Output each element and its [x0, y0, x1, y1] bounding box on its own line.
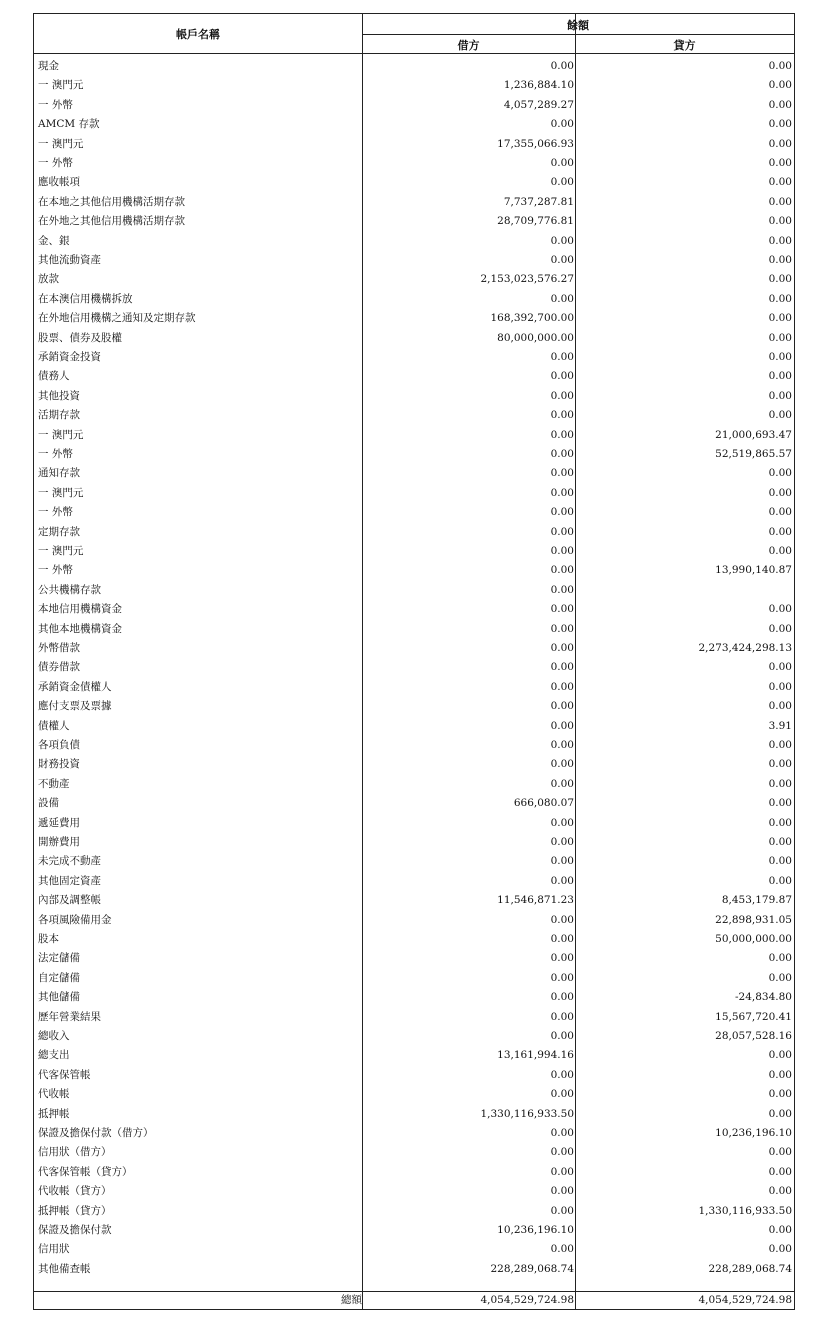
debit-cell: 0.00	[550, 1243, 574, 1256]
credit-cell: 0.00	[768, 312, 792, 325]
credit-cell: 0.00	[768, 273, 792, 286]
credit-cell: 13,990,140.87	[715, 564, 792, 577]
table-row	[34, 484, 794, 503]
credit-cell: 0.00	[768, 98, 792, 111]
credit-cell: 0.00	[768, 1146, 792, 1159]
credit-cell: -24,834.80	[735, 991, 792, 1004]
debit-cell: 10,236,196.10	[497, 1224, 574, 1236]
debit-cell: 17,355,066.93	[497, 137, 574, 150]
credit-cell: 0.00	[768, 971, 792, 984]
table-row	[34, 736, 794, 755]
account-name-cell: 通知存款	[38, 467, 80, 480]
table-row	[34, 872, 794, 891]
credit-cell: 0.00	[768, 79, 792, 92]
debit-cell: 13,161,994.16	[497, 1049, 574, 1062]
debit-cell: 0.00	[550, 1146, 574, 1159]
table-row	[34, 1124, 794, 1143]
account-name-cell: 其他流動資產	[38, 254, 101, 266]
credit-cell: 0.00	[768, 292, 792, 305]
account-name-cell: 債務人	[38, 370, 70, 383]
debit-cell: 0.00	[550, 603, 574, 616]
total-debit: 4,054,529,724.98	[480, 1294, 574, 1306]
table-row	[34, 290, 794, 309]
account-name-cell: 其他固定資產	[38, 874, 101, 887]
credit-cell: 0.00	[768, 622, 792, 635]
credit-cell: 0.00	[768, 331, 792, 344]
credit-cell: 0.00	[768, 739, 792, 751]
table-row	[34, 814, 794, 833]
debit-cell: 0.00	[550, 234, 574, 247]
credit-cell: 0.00	[768, 60, 792, 72]
credit-cell: 2,273,424,298.13	[698, 642, 792, 654]
total-row	[34, 1291, 794, 1310]
account-name-cell: 信用狀	[38, 1243, 70, 1256]
account-name-cell: 承銷資金投資	[38, 351, 101, 363]
account-name-cell: 承銷資金債權人	[38, 680, 112, 693]
account-name-cell: 一 澳門元	[38, 545, 84, 557]
table-row	[34, 1085, 794, 1104]
debit-cell: 0.00	[550, 157, 574, 169]
table-row	[34, 1260, 794, 1279]
debit-cell: 0.00	[550, 642, 574, 654]
debit-cell: 0.00	[550, 525, 574, 538]
table-row	[34, 561, 794, 580]
account-name-cell: 一 外幣	[38, 98, 73, 111]
table-row	[34, 309, 794, 328]
account-name-cell: 金、銀	[38, 234, 70, 247]
credit-cell: 0.00	[768, 137, 792, 150]
debit-cell: 0.00	[550, 1010, 574, 1023]
table-row	[34, 620, 794, 639]
debit-cell: 0.00	[550, 545, 574, 557]
credit-cell: 0.00	[768, 506, 792, 519]
debit-cell: 0.00	[550, 622, 574, 635]
account-name-cell: 總支出	[38, 1049, 70, 1062]
account-name-cell: 歷年營業結果	[38, 1010, 101, 1023]
account-name-cell: 外幣借款	[38, 642, 80, 654]
debit-cell: 0.00	[550, 971, 574, 984]
credit-cell: 0.00	[768, 370, 792, 383]
credit-cell: 0.00	[768, 1049, 792, 1062]
account-name-cell: 信用狀（借方）	[38, 1146, 112, 1159]
table-row	[34, 988, 794, 1007]
credit-cell: 0.00	[768, 700, 792, 713]
table-row	[34, 1046, 794, 1065]
account-name-cell: 代收帳（貸方）	[38, 1185, 112, 1198]
table-row	[34, 852, 794, 871]
account-name-cell: 財務投資	[38, 758, 80, 771]
account-name-cell: 在外地之其他信用機構活期存款	[38, 215, 185, 228]
account-name-cell: AMCM 存款	[38, 118, 100, 131]
credit-cell: 0.00	[768, 545, 792, 557]
table-row	[34, 251, 794, 270]
credit-cell: 0.00	[768, 1107, 792, 1120]
credit-cell: 0.00	[768, 234, 792, 247]
credit-cell: 0.00	[768, 952, 792, 965]
debit-cell: 0.00	[550, 118, 574, 131]
debit-cell: 0.00	[550, 292, 574, 305]
table-row	[34, 426, 794, 445]
account-name-cell: 設備	[38, 797, 59, 810]
table-row	[34, 1105, 794, 1124]
account-name-cell: 在外地信用機構之通知及定期存款	[38, 312, 196, 325]
credit-cell: 0.00	[768, 525, 792, 538]
credit-cell: 0.00	[768, 758, 792, 771]
debit-cell: 0.00	[550, 370, 574, 383]
debit-cell: 0.00	[550, 991, 574, 1004]
table-row	[34, 697, 794, 716]
debit-cell: 0.00	[550, 700, 574, 713]
table-row	[34, 1221, 794, 1240]
debit-cell: 0.00	[550, 680, 574, 693]
account-name-cell: 一 澳門元	[38, 486, 84, 499]
table-row	[34, 232, 794, 251]
table-row	[34, 891, 794, 910]
debit-cell: 0.00	[550, 1030, 574, 1042]
debit-cell: 0.00	[550, 486, 574, 499]
debit-cell: 0.00	[550, 836, 574, 848]
debit-cell: 0.00	[550, 1165, 574, 1178]
credit-cell: 3.91	[768, 719, 792, 732]
credit-cell: 52,519,865.57	[715, 448, 792, 460]
credit-cell: 0.00	[768, 254, 792, 266]
table-row	[34, 1182, 794, 1201]
table-row	[34, 600, 794, 619]
account-name-cell: 一 外幣	[38, 448, 73, 460]
credit-cell: 0.00	[768, 1088, 792, 1101]
account-name-cell: 開辦費用	[38, 836, 80, 848]
table-row	[34, 57, 794, 76]
account-name-cell: 抵押帳（貸方）	[38, 1204, 112, 1217]
debit-cell: 0.00	[550, 448, 574, 460]
credit-cell: 50,000,000.00	[715, 933, 792, 945]
account-name-cell: 其他投資	[38, 389, 80, 402]
credit-cell: 8,453,179.87	[721, 894, 792, 907]
account-name-cell: 股本	[38, 933, 59, 945]
credit-cell: 0.00	[768, 409, 792, 422]
credit-cell: 0.00	[768, 215, 792, 228]
credit-cell: 0.00	[768, 1068, 792, 1081]
table-row	[34, 542, 794, 561]
debit-cell: 0.00	[550, 1127, 574, 1139]
debit-cell: 0.00	[550, 409, 574, 422]
credit-cell: 0.00	[768, 118, 792, 131]
credit-cell: 0.00	[768, 836, 792, 848]
account-name-cell: 在本地之其他信用機構活期存款	[38, 195, 185, 208]
debit-cell: 0.00	[550, 467, 574, 480]
debit-cell: 4,057,289.27	[503, 98, 574, 111]
credit-header: 貸方	[673, 39, 696, 52]
credit-cell: 0.00	[768, 1224, 792, 1236]
credit-cell: 0.00	[768, 1243, 792, 1256]
account-name-cell: 其他儲備	[38, 991, 80, 1004]
debit-cell: 0.00	[550, 351, 574, 363]
account-name-cell: 現金	[38, 60, 59, 72]
account-name-cell: 放款	[38, 273, 59, 286]
table-row	[34, 1066, 794, 1085]
table-row	[34, 658, 794, 677]
account-name-cell: 定期存款	[38, 525, 80, 538]
table-row	[34, 930, 794, 949]
debit-cell: 0.00	[550, 719, 574, 732]
debit-cell: 0.00	[550, 506, 574, 519]
total-label: 總額	[341, 1294, 362, 1306]
debit-cell: 0.00	[550, 739, 574, 751]
credit-cell: 21,000,693.47	[715, 428, 792, 441]
debit-cell: 0.00	[550, 661, 574, 674]
account-name-cell: 活期存款	[38, 409, 80, 422]
table-row	[34, 503, 794, 522]
credit-cell: 0.00	[768, 797, 792, 810]
table-row	[34, 96, 794, 115]
table-row	[34, 794, 794, 813]
table-row	[34, 775, 794, 794]
account-name-cell: 一 外幣	[38, 506, 73, 519]
table-row	[34, 1027, 794, 1046]
account-name-cell: 一 外幣	[38, 564, 73, 577]
debit-cell: 0.00	[550, 816, 574, 829]
table-row	[34, 717, 794, 736]
account-name-cell: 代客保管帳	[38, 1068, 91, 1081]
debit-cell: 0.00	[550, 952, 574, 965]
account-name-cell: 債券借款	[38, 661, 80, 674]
credit-cell: 0.00	[768, 195, 792, 208]
credit-cell: 0.00	[768, 855, 792, 868]
debit-cell: 0.00	[550, 389, 574, 402]
account-name-cell: 本地信用機構資金	[38, 603, 122, 616]
account-name-cell: 應收帳項	[38, 176, 80, 189]
account-name-cell: 一 澳門元	[38, 428, 84, 441]
account-name-cell: 法定儲備	[38, 952, 80, 965]
debit-cell: 0.00	[550, 60, 574, 72]
table-row	[34, 464, 794, 483]
credit-cell: 0.00	[768, 176, 792, 189]
credit-cell: 0.00	[768, 874, 792, 887]
debit-header: 借方	[457, 39, 480, 52]
credit-cell: 15,567,720.41	[715, 1010, 792, 1023]
debit-cell: 0.00	[550, 1185, 574, 1198]
table-row	[34, 329, 794, 348]
credit-cell: 0.00	[768, 661, 792, 674]
debit-cell: 0.00	[550, 913, 574, 926]
debit-cell: 168,392,700.00	[490, 312, 574, 325]
debit-cell: 0.00	[550, 583, 574, 596]
credit-cell: 228,289,068.74	[708, 1262, 792, 1275]
account-name-cell: 內部及調整帳	[38, 894, 101, 907]
debit-cell: 0.00	[550, 758, 574, 771]
table-row	[34, 1163, 794, 1182]
table-row	[34, 639, 794, 658]
account-name-cell: 應付支票及票據	[38, 700, 112, 713]
credit-cell: 0.00	[768, 816, 792, 829]
table-row	[34, 523, 794, 542]
debit-cell: 28,709,776.81	[497, 215, 574, 228]
table-row	[34, 406, 794, 425]
table-row	[34, 1202, 794, 1221]
debit-cell: 666,080.07	[513, 797, 574, 810]
debit-cell: 228,289,068.74	[490, 1262, 574, 1275]
debit-cell: 0.00	[550, 874, 574, 887]
credit-cell: 0.00	[768, 467, 792, 480]
debit-cell: 1,330,116,933.50	[480, 1107, 574, 1120]
table-row	[34, 135, 794, 154]
account-name-cell: 公共機構存款	[38, 583, 101, 596]
debit-cell: 0.00	[550, 855, 574, 868]
account-name-cell: 遞延費用	[38, 816, 80, 829]
debit-cell: 0.00	[550, 428, 574, 441]
credit-cell: 28,057,528.16	[715, 1030, 792, 1042]
table-row	[34, 969, 794, 988]
table-row	[34, 154, 794, 173]
account-name-cell: 股票、債券及股權	[38, 331, 122, 344]
account-name-cell: 代收帳	[38, 1088, 70, 1101]
debit-cell: 0.00	[550, 254, 574, 266]
credit-cell: 22,898,931.05	[715, 913, 792, 926]
account-name-cell: 自定儲備	[38, 971, 80, 984]
table-row	[34, 115, 794, 134]
account-name-header: 帳戶名稱	[176, 28, 220, 41]
trial-balance-table	[33, 13, 795, 1310]
account-name-cell: 代客保管帳（貸方）	[38, 1165, 133, 1178]
table-row	[34, 1008, 794, 1027]
table-row	[34, 387, 794, 406]
debit-cell: 1,236,884.10	[503, 79, 574, 92]
account-name-cell: 各項風險備用金	[38, 913, 112, 926]
debit-cell: 0.00	[550, 933, 574, 945]
credit-cell: 0.00	[768, 157, 792, 169]
table-row	[34, 678, 794, 697]
debit-cell: 0.00	[550, 176, 574, 189]
table-row	[34, 367, 794, 386]
debit-cell: 0.00	[550, 1204, 574, 1217]
table-row	[34, 212, 794, 231]
table-row	[34, 755, 794, 774]
table-row	[34, 1240, 794, 1259]
account-name-cell: 其他備查帳	[38, 1262, 91, 1275]
account-name-cell: 未完成不動產	[38, 855, 101, 868]
table-row	[34, 949, 794, 968]
credit-cell: 0.00	[768, 603, 792, 616]
table-row	[34, 173, 794, 192]
credit-cell: 0.00	[768, 777, 792, 790]
account-name-cell: 債權人	[38, 719, 70, 732]
header-subdivider	[362, 34, 794, 35]
table-row	[34, 911, 794, 930]
debit-cell: 0.00	[550, 564, 574, 577]
account-name-cell: 一 澳門元	[38, 137, 84, 150]
debit-cell: 7,737,287.81	[503, 195, 574, 208]
credit-cell: 0.00	[768, 1185, 792, 1198]
debit-cell: 11,546,871.23	[497, 894, 574, 907]
account-name-cell: 保證及擔保付款	[38, 1224, 112, 1236]
credit-cell: 10,236,196.10	[715, 1127, 792, 1139]
table-row	[34, 76, 794, 95]
account-name-cell: 一 外幣	[38, 157, 73, 169]
credit-cell: 0.00	[768, 680, 792, 693]
total-credit: 4,054,529,724.98	[698, 1294, 792, 1306]
account-name-cell: 一 澳門元	[38, 79, 84, 92]
account-name-cell: 在本澳信用機構拆放	[38, 292, 133, 305]
debit-cell: 2,153,023,576.27	[480, 273, 574, 286]
account-name-cell: 其他本地機構資金	[38, 622, 122, 635]
table-row	[34, 1143, 794, 1162]
credit-cell: 1,330,116,933.50	[698, 1204, 792, 1217]
table-row	[34, 445, 794, 464]
table-row	[34, 348, 794, 367]
credit-cell: 0.00	[768, 486, 792, 499]
debit-cell: 0.00	[550, 1088, 574, 1101]
account-name-cell: 保證及擔保付款（借方）	[38, 1127, 154, 1139]
account-name-cell: 各項負債	[38, 739, 80, 751]
debit-cell: 80,000,000.00	[497, 331, 574, 344]
debit-cell: 0.00	[550, 1068, 574, 1081]
credit-cell: 0.00	[768, 1165, 792, 1178]
table-row	[34, 270, 794, 289]
credit-cell: 0.00	[768, 351, 792, 363]
debit-cell: 0.00	[550, 777, 574, 790]
balance-header: 餘額	[567, 19, 589, 32]
account-name-cell: 不動產	[38, 777, 70, 790]
credit-cell: 0.00	[768, 389, 792, 402]
header-bottom-line	[34, 53, 794, 54]
account-name-cell: 抵押帳	[38, 1107, 70, 1120]
table-row	[34, 193, 794, 212]
table-row	[34, 581, 794, 600]
table-row	[34, 833, 794, 852]
account-name-cell: 總收入	[38, 1030, 70, 1042]
